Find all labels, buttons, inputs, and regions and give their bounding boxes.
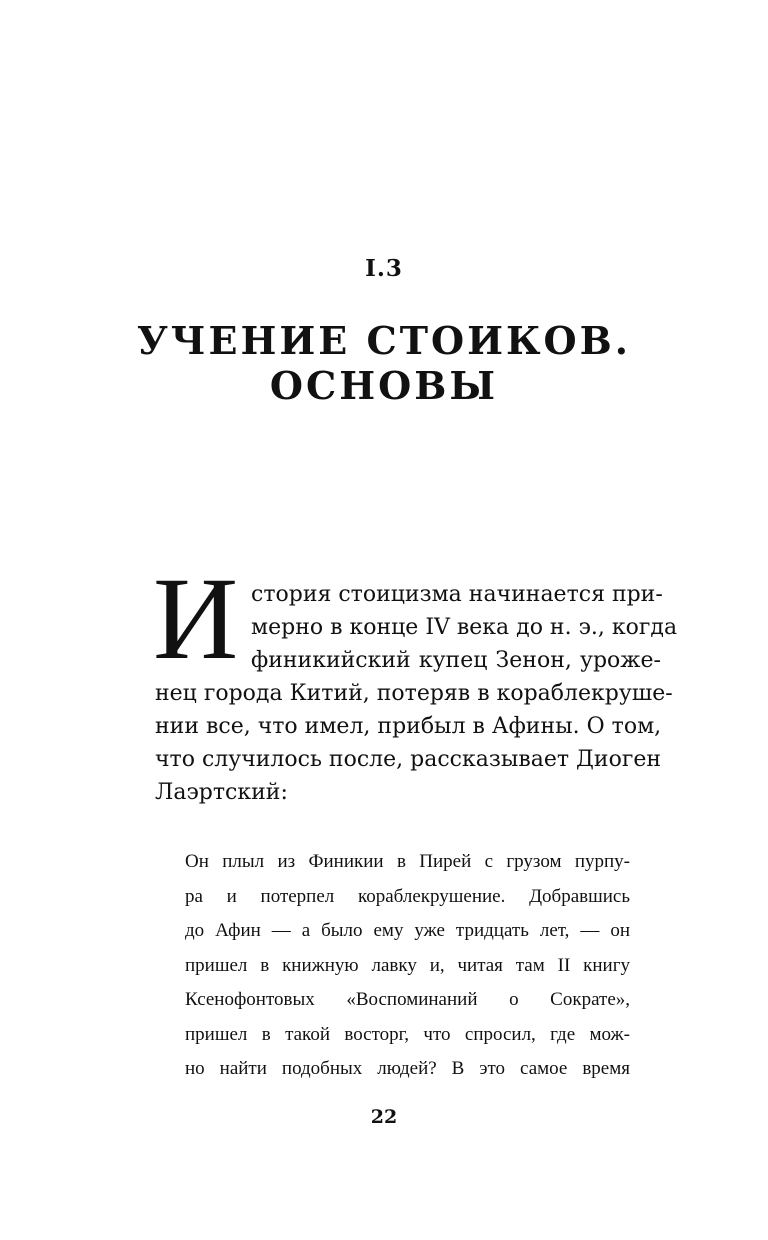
body-line: нец города Китий, потеряв в кораблекруше- bbox=[155, 681, 673, 706]
body-line: мерно в конце IV века до н. э., когда bbox=[251, 615, 678, 640]
drop-cap: И bbox=[153, 553, 239, 684]
chapter-title-line-2: ОСНОВЫ bbox=[269, 363, 499, 408]
quote-line: пришел в такой восторг, что спросил, где мож- bbox=[185, 1023, 630, 1045]
quote-line: пришел в книжную лавку и, читая там II книгу bbox=[185, 954, 630, 976]
quote-line: Ксенофонтовых «Воспоминаний о Сократе», bbox=[185, 989, 630, 1010]
quote-line: Он плыл из Финикии в Пирей с грузом пурпу- bbox=[185, 851, 630, 872]
body-line: нии все, что имел, прибыл в Афины. О том, bbox=[155, 714, 662, 739]
body-line: финикийский купец Зенон, уроже- bbox=[251, 648, 661, 673]
chapter-title bbox=[0, 318, 768, 408]
page-number: 22 bbox=[370, 1106, 398, 1128]
body-line: Лаэртский: bbox=[155, 780, 288, 805]
body-line: стория стоицизма начинается при- bbox=[251, 582, 663, 607]
quote-line: до Афин — а было ему уже тридцать лет, — он bbox=[185, 920, 630, 941]
body-paragraph bbox=[155, 578, 678, 809]
quote-line: но найти подобных людей? В это самое время bbox=[185, 1058, 630, 1079]
block-quote bbox=[185, 845, 630, 1087]
body-line: что случилось после, рассказывает Диоген bbox=[155, 747, 662, 772]
chapter-number: I.3 bbox=[365, 255, 403, 282]
chapter-title-line-1: УЧЕНИЕ СТОИКОВ. bbox=[136, 318, 632, 363]
quote-line: ра и потерпел кораблекрушение. Добравшись bbox=[185, 885, 630, 907]
